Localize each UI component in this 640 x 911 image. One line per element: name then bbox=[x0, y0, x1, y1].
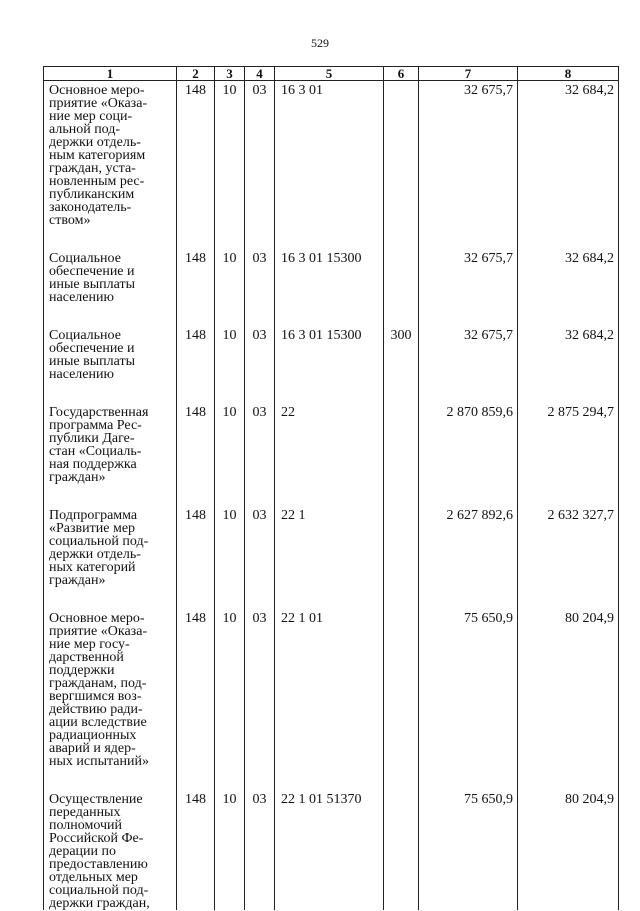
row-name-line: стан «Социаль- bbox=[49, 444, 142, 459]
row-name-line: социальной под- bbox=[49, 534, 149, 549]
amount-column-7: 32 675,7 bbox=[419, 81, 518, 250]
row-name-line: ная поддержка bbox=[49, 457, 137, 472]
ministry-code: 148 bbox=[177, 81, 215, 250]
amount-column-8: 32 684,2 bbox=[518, 326, 619, 403]
row-name-line: населению bbox=[49, 290, 114, 305]
expense-type-code bbox=[384, 790, 419, 910]
subsection-code: 03 bbox=[245, 790, 275, 910]
row-name-line: переданных bbox=[49, 805, 121, 820]
expense-type-code bbox=[384, 506, 419, 609]
subsection-code: 03 bbox=[245, 81, 275, 250]
table-row bbox=[44, 249, 619, 326]
ministry-code: 148 bbox=[177, 609, 215, 790]
amount-column-7: 75 650,9 bbox=[419, 609, 518, 790]
expense-type-code bbox=[384, 249, 419, 326]
row-name-line: альной под- bbox=[49, 122, 121, 137]
row-name-line: отдельных мер bbox=[49, 870, 138, 885]
row-name-line: дерации по bbox=[49, 844, 117, 859]
row-name bbox=[44, 403, 177, 506]
row-name-line: программа Рес- bbox=[49, 418, 142, 433]
row-name-line: ным категориям bbox=[49, 148, 146, 163]
row-name-line: «Развитие мер bbox=[49, 521, 136, 536]
amount-column-8: 2 875 294,7 bbox=[518, 403, 619, 506]
row-name-line: держки отдель- bbox=[49, 135, 141, 150]
row-name-line: ации вследствие bbox=[49, 715, 147, 730]
table-header-row bbox=[44, 67, 619, 81]
target-article-code: 22 1 01 51370 bbox=[275, 790, 384, 910]
row-name-line: ние мер госу- bbox=[49, 637, 130, 652]
amount-column-7: 32 675,7 bbox=[419, 249, 518, 326]
row-name-line: вергшимся воз- bbox=[49, 689, 142, 704]
ministry-code: 148 bbox=[177, 403, 215, 506]
section-code: 10 bbox=[215, 249, 245, 326]
row-name-line: радиационных bbox=[49, 728, 137, 743]
row-name-line: законодатель- bbox=[49, 200, 132, 215]
target-article-code: 16 3 01 15300 bbox=[275, 249, 384, 326]
row-name-line: Подпрограмма bbox=[49, 508, 138, 523]
row-name-line: населению bbox=[49, 367, 114, 382]
row-name-line: ных категорий bbox=[49, 560, 136, 575]
amount-column-7: 2 627 892,6 bbox=[419, 506, 518, 609]
table-row bbox=[44, 609, 619, 790]
column-header: 6 bbox=[384, 67, 419, 81]
row-name-line: обеспечение и bbox=[49, 264, 135, 279]
amount-column-8: 80 204,9 bbox=[518, 790, 619, 910]
amount-column-8: 2 632 327,7 bbox=[518, 506, 619, 609]
row-name-line: приятие «Оказа- bbox=[49, 624, 148, 639]
row-name-line: ством» bbox=[49, 213, 91, 228]
ministry-code: 148 bbox=[177, 790, 215, 910]
column-header: 3 bbox=[215, 67, 245, 81]
row-name-line: граждан, уста- bbox=[49, 161, 136, 176]
row-name-line: поддержки bbox=[49, 663, 115, 678]
column-header: 7 bbox=[419, 67, 518, 81]
row-name-line: Осуществление bbox=[49, 792, 143, 807]
expense-type-code bbox=[384, 403, 419, 506]
subsection-code: 03 bbox=[245, 506, 275, 609]
expense-type-code: 300 bbox=[384, 326, 419, 403]
row-name-line: публики Даге- bbox=[49, 431, 135, 446]
row-name bbox=[44, 249, 177, 326]
row-name-line: социальной под- bbox=[49, 883, 149, 898]
row-name-line: Государственная bbox=[49, 405, 149, 420]
page-number: 529 bbox=[311, 36, 329, 50]
row-name-line: гражданам, под- bbox=[49, 676, 147, 691]
table-row bbox=[44, 81, 619, 250]
row-name-line: Основное меро- bbox=[49, 611, 145, 626]
table-row bbox=[44, 403, 619, 506]
row-name-line: Социальное bbox=[49, 251, 121, 266]
section-code: 10 bbox=[215, 326, 245, 403]
section-code: 10 bbox=[215, 609, 245, 790]
row-name-line: новленным рес- bbox=[49, 174, 145, 189]
row-name-line: держки граждан, bbox=[49, 896, 150, 911]
row-name-line: предоставлению bbox=[49, 857, 148, 872]
table-row bbox=[44, 326, 619, 403]
amount-column-8: 32 684,2 bbox=[518, 81, 619, 250]
target-article-code: 16 3 01 15300 bbox=[275, 326, 384, 403]
expense-type-code bbox=[384, 81, 419, 250]
amount-column-8: 80 204,9 bbox=[518, 609, 619, 790]
section-code: 10 bbox=[215, 81, 245, 250]
row-name-line: публиканским bbox=[49, 187, 135, 202]
amount-column-7: 75 650,9 bbox=[419, 790, 518, 910]
subsection-code: 03 bbox=[245, 609, 275, 790]
column-header: 8 bbox=[518, 67, 619, 81]
row-name bbox=[44, 506, 177, 609]
subsection-code: 03 bbox=[245, 403, 275, 506]
ministry-code: 148 bbox=[177, 506, 215, 609]
amount-column-7: 32 675,7 bbox=[419, 326, 518, 403]
row-name-line: ние мер соци- bbox=[49, 109, 133, 124]
section-code: 10 bbox=[215, 403, 245, 506]
row-name-line: ных испытаний» bbox=[49, 754, 149, 769]
section-code: 10 bbox=[215, 790, 245, 910]
row-name-line: держки отдель- bbox=[49, 547, 141, 562]
row-name-line: дарственной bbox=[49, 650, 124, 665]
row-name-line: приятие «Оказа- bbox=[49, 96, 148, 111]
column-header: 4 bbox=[245, 67, 275, 81]
row-name-line: действию ради- bbox=[49, 702, 143, 717]
amount-column-8: 32 684,2 bbox=[518, 249, 619, 326]
row-name-line: обеспечение и bbox=[49, 341, 135, 356]
target-article-code: 22 1 bbox=[275, 506, 384, 609]
row-name-line: Российской Фе- bbox=[49, 831, 144, 846]
column-header: 1 bbox=[44, 67, 177, 81]
table-row bbox=[44, 790, 619, 910]
row-name-line: полномочий bbox=[49, 818, 123, 833]
target-article-code: 16 3 01 bbox=[275, 81, 384, 250]
row-name-line: граждан» bbox=[49, 470, 106, 485]
section-code: 10 bbox=[215, 506, 245, 609]
subsection-code: 03 bbox=[245, 249, 275, 326]
target-article-code: 22 bbox=[275, 403, 384, 506]
row-name bbox=[44, 326, 177, 403]
table-row bbox=[44, 506, 619, 609]
row-name-line: аварий и ядер- bbox=[49, 741, 136, 756]
amount-column-7: 2 870 859,6 bbox=[419, 403, 518, 506]
target-article-code: 22 1 01 bbox=[275, 609, 384, 790]
ministry-code: 148 bbox=[177, 326, 215, 403]
row-name-line: Социальное bbox=[49, 328, 121, 343]
row-name-line: иные выплаты bbox=[49, 354, 135, 369]
expense-type-code bbox=[384, 609, 419, 790]
row-name-line: Основное меро- bbox=[49, 83, 145, 98]
column-header: 2 bbox=[177, 67, 215, 81]
column-header: 5 bbox=[275, 67, 384, 81]
budget-table bbox=[43, 66, 619, 910]
subsection-code: 03 bbox=[245, 326, 275, 403]
row-name-line: граждан» bbox=[49, 573, 106, 588]
row-name bbox=[44, 609, 177, 790]
row-name-line: иные выплаты bbox=[49, 277, 135, 292]
table-body bbox=[44, 81, 619, 911]
row-name bbox=[44, 81, 177, 250]
ministry-code: 148 bbox=[177, 249, 215, 326]
row-name bbox=[44, 790, 177, 910]
